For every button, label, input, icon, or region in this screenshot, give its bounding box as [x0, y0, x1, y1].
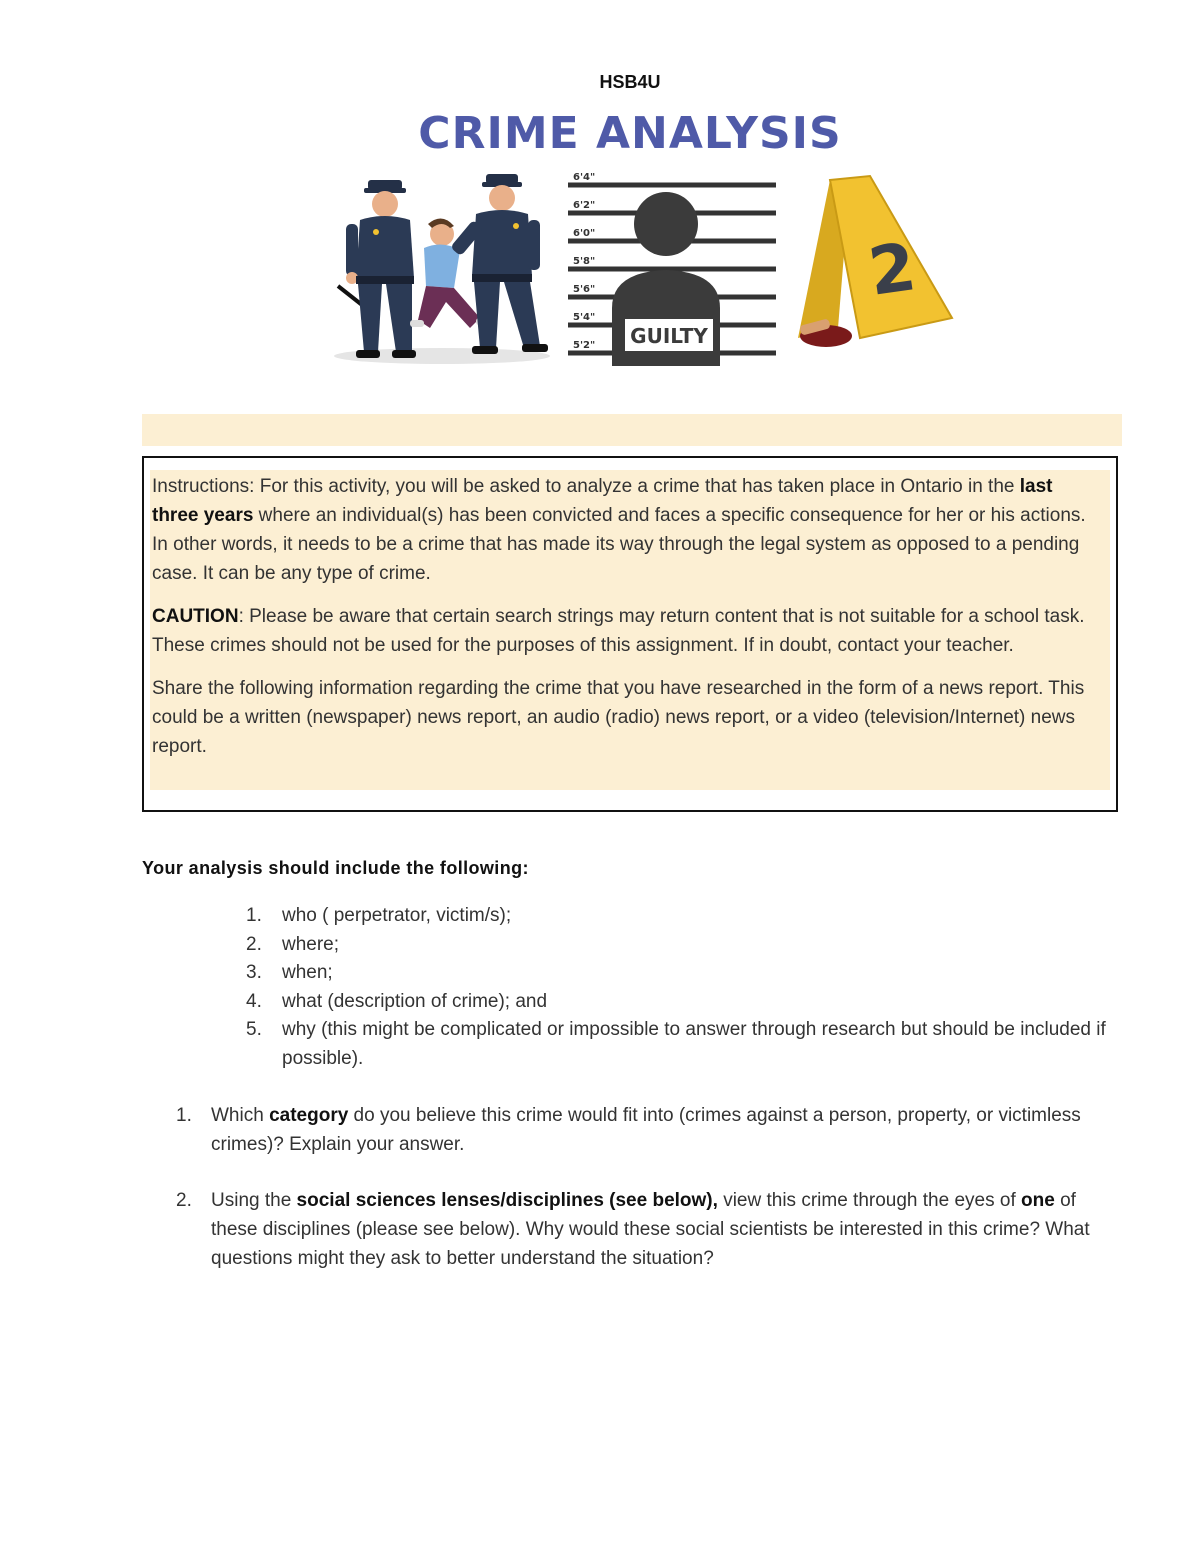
- list-item: [246, 902, 1126, 931]
- share-paragraph: Share the following information regarding the crime that you have researched in the form of a news report. This could be a written (newspaper) news report, an audio (radio) news report, or a video (television/Internet) news report.: [152, 678, 1085, 757]
- evidence-marker-icon: [798, 176, 952, 347]
- list-item: [246, 959, 1126, 988]
- question-1: [176, 1101, 1126, 1159]
- crime-illustration: [330, 168, 960, 373]
- evidence-number: 2: [864, 228, 921, 311]
- list-item: [246, 1016, 1126, 1073]
- question-emphasis: category: [269, 1105, 349, 1126]
- question-text: Which: [211, 1105, 270, 1126]
- list-number: 4.: [246, 990, 262, 1012]
- question-item: [176, 1101, 1126, 1159]
- instructions-lead: Instructions: For this activity, you will be asked to analyze a crime that has taken place in Ontario in the: [152, 476, 1020, 497]
- list-number: 1.: [246, 905, 262, 926]
- analysis-list: [246, 902, 1126, 1073]
- height-mark-label: 5'4": [573, 312, 596, 323]
- caution-label: CAUTION: [152, 606, 239, 627]
- banner-strip: [142, 414, 1122, 446]
- caution-paragraph: [152, 602, 1102, 660]
- timeframe-emphasis: last three years: [152, 476, 1053, 526]
- height-mark-label: 6'2": [573, 200, 596, 211]
- question-text: view this crime through the eyes of: [717, 1190, 1022, 1211]
- question-number: 2.: [176, 1190, 192, 1211]
- course-code: HSB4U: [599, 72, 661, 92]
- instructions-text: [152, 472, 1102, 775]
- question-number: 1.: [176, 1105, 192, 1126]
- arrest-scene-icon: [334, 174, 550, 364]
- document-title: CRIME ANALYSIS: [418, 108, 842, 159]
- question-text: do you believe this crime would fit into (crimes against a person, property, or victimless crimes)? Explain your answer.: [211, 1105, 1081, 1155]
- list-item-text: who ( perpetrator, victim/s);: [282, 905, 512, 926]
- list-number: 2.: [246, 933, 262, 955]
- instructions-rest: where an individual(s) has been convicted and faces a specific consequence for her or his actions. In other words, it needs to be a crime that has made its way through the legal system as opposed to a pending case. It can be any type of crime.: [152, 505, 1086, 584]
- list-number: 3.: [246, 962, 262, 983]
- list-item: [246, 931, 1126, 960]
- height-mark-label: 5'8": [573, 256, 596, 267]
- height-mark-label: 5'6": [573, 284, 596, 295]
- instructions-box: [142, 456, 1118, 812]
- question-text: of these disciplines (please see below). Why would these social scientists be interested in this crime? What questions might they ask to better understand the situation?: [211, 1190, 1090, 1269]
- height-mark-label: 6'4": [573, 172, 596, 183]
- list-item: [246, 988, 1126, 1017]
- list-number: 5.: [246, 1019, 262, 1040]
- caution-text: : Please be aware that certain search strings may return content that is not suitable for a school task. These crimes should not be used for the purposes of this assignment. If in doubt, contact your teacher.: [152, 606, 1085, 656]
- question-emphasis: one: [1021, 1190, 1055, 1211]
- list-item-text: why (this might be complicated or impossible to answer through research but should be included if possible).: [282, 1019, 1106, 1069]
- list-item-text: what (description of crime); and: [282, 990, 548, 1012]
- analysis-heading: Your analysis should include the following:: [142, 858, 529, 878]
- question-emphasis: social sciences lenses/disciplines (see below),: [296, 1190, 718, 1211]
- question-text: Using the: [211, 1190, 297, 1211]
- height-mark-label: 5'2": [573, 340, 596, 351]
- guilty-placard: GUILTY: [630, 324, 708, 348]
- height-mark-label: 6'0": [573, 228, 596, 239]
- question-2: [176, 1186, 1126, 1273]
- question-item: [176, 1186, 1126, 1273]
- instructions-paragraph: [152, 472, 1102, 588]
- list-item-text: where;: [282, 933, 340, 955]
- mugshot-icon: [568, 172, 776, 366]
- list-item-text: when;: [282, 962, 333, 983]
